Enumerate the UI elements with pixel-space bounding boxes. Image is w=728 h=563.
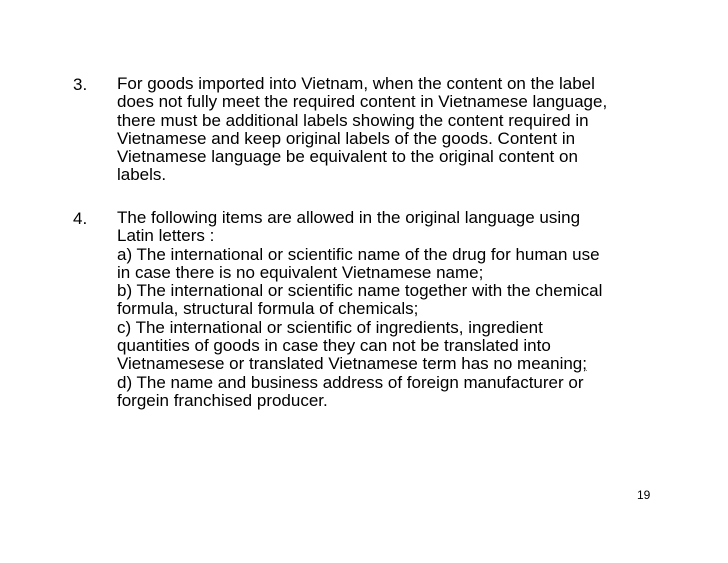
text-segment: Vietnamesese or translated Vietnamese term has no meaning [117, 354, 583, 374]
text-line: b) The international or scientific name together with the chemical [117, 281, 603, 301]
text-line: a) The international or scientific name of the drug for human use [117, 244, 600, 264]
text-line: Vietnamese and keep original labels of the goods. Content in [117, 128, 576, 148]
text-line: formula, structural formula of chemicals; [117, 299, 419, 319]
text-line: Vietnamese language be equivalent to the original content on [117, 147, 578, 167]
underlined-semicolon: ; [582, 354, 587, 374]
text-line: The following items are allowed in the original language using [117, 208, 581, 227]
text-line: For goods imported into Vietnam, when the content on the label [117, 74, 595, 93]
text-line: quantities of goods in case they can not be translated into [117, 336, 551, 356]
text-line: there must be additional labels showing the content required in [117, 110, 589, 130]
item-text [117, 209, 677, 410]
text-line: d) The name and business address of foreign manufacturer or [117, 372, 584, 392]
item-text [117, 75, 677, 185]
item-number: 4. [73, 209, 88, 228]
text-line: labels. [117, 165, 167, 185]
item-number: 3. [73, 75, 88, 94]
page-number: 19 [637, 488, 651, 502]
text-line: c) The international or scientific of ingredients, ingredient [117, 317, 543, 337]
text-line: does not fully meet the required content in Vietnamese language, [117, 92, 608, 112]
text-line: in case there is no equivalent Vietnamese name; [117, 262, 484, 282]
text-line [117, 355, 677, 373]
text-line: forgein franchised producer. [117, 390, 328, 410]
text-line: Latin letters : [117, 226, 215, 246]
